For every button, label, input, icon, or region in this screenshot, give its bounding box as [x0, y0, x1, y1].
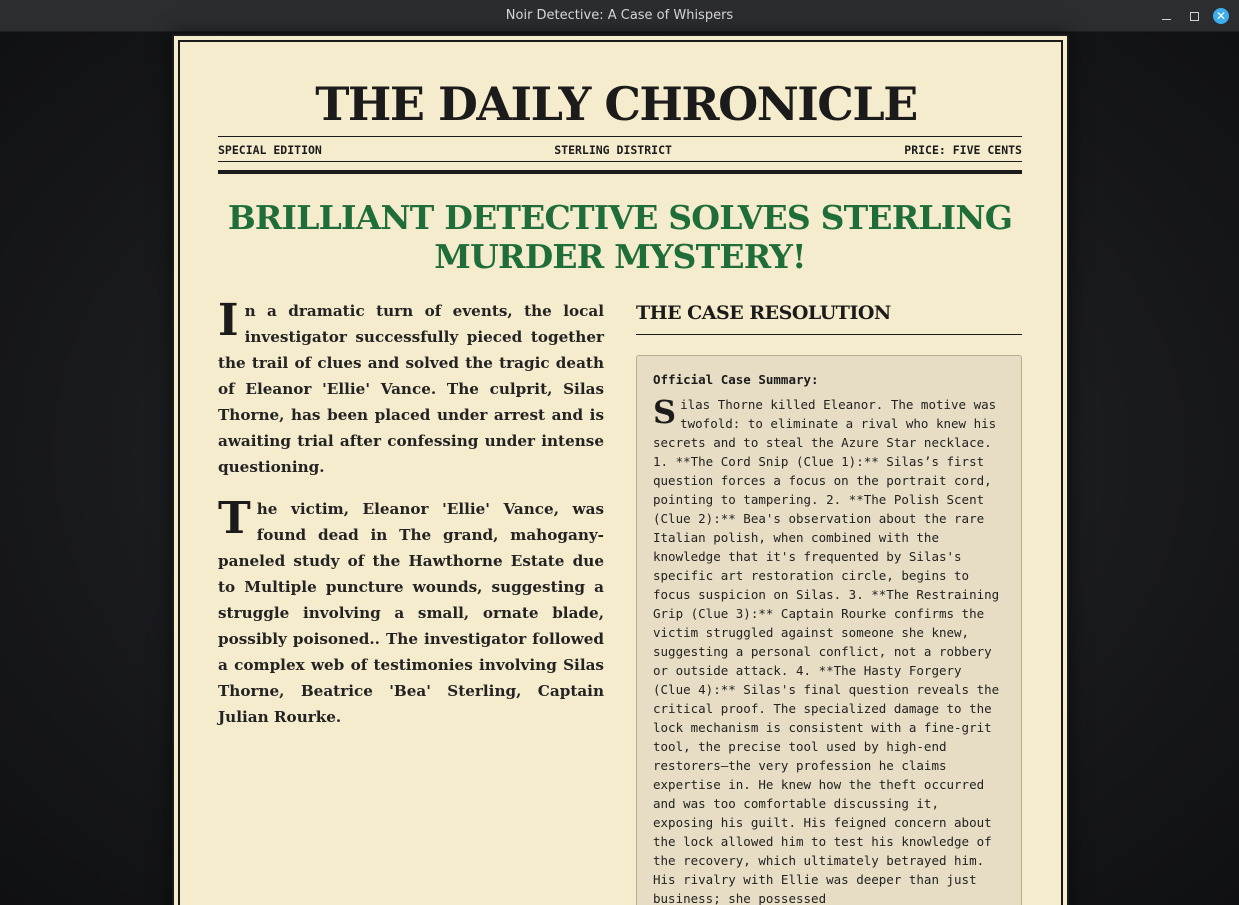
case-resolution-title: THE CASE RESOLUTION	[636, 298, 1022, 335]
article-paragraph-2	[218, 493, 604, 730]
article-column	[218, 295, 604, 746]
minimize-icon	[1162, 19, 1171, 20]
price-label: PRICE: FIVE CENTS	[904, 143, 1022, 157]
summary-body: ilas Thorne killed Eleanor. The motive was twofold: to eliminate a rival who knew his secrets and to steal the Azure Star necklace. 1. **The Cord Snip (Clue 1):** Silas’s first question forces a focus on the portrait cord, pointing to tampering. 2. **The Polish Scent (Clue 2):** Bea's observation about the rare Italian polish, when combined with the knowledge that it's frequented by Silas's specific art restoration circle, begins to focus suspicion on Silas. 3. **The Restraining Grip (Clue 3):** Captain Rourke confirms the victim struggled against someone she knew, suggesting a personal conflict, not a robbery or outside attack. 4. **The Hasty Forgery (Clue 4):** Silas's final question reveals the critical proof. The specialized damage to the lock mechanism is consistent with a fine-grit tool, the precise tool used by high-end restorers—the very profession he claims expertise in. He knew how the theft occurred and was too comfortable discussing it, exposing his guilt. His feigned concern about the lock allowed him to test his knowledge of the recovery, which ultimately betrayed him. His rivalry with Ellie was deeper than just business; she possessed	[653, 397, 1000, 905]
dropcap: I	[218, 295, 239, 346]
headline: BRILLIANT DETECTIVE SOLVES STERLING MURDER MYSTERY!	[227, 198, 1013, 276]
window-titlebar[interactable]	[0, 0, 1239, 32]
maximize-icon	[1190, 12, 1199, 21]
minimize-button[interactable]	[1158, 8, 1174, 24]
summary-text	[653, 395, 1005, 905]
summary-dropcap: S	[653, 393, 677, 431]
district-label: STERLING DISTRICT	[554, 143, 672, 157]
edition-bar	[218, 140, 1022, 160]
summary-label: Official Case Summary:	[653, 372, 819, 387]
window-title: Noir Detective: A Case of Whispers	[505, 8, 734, 23]
close-icon: ✕	[1215, 9, 1227, 23]
newspaper-page[interactable]	[172, 34, 1069, 905]
case-summary-box[interactable]	[636, 355, 1022, 905]
edition-label: SPECIAL EDITION	[218, 143, 322, 157]
masthead-rule-thick	[218, 170, 1022, 174]
paragraph-text: n a dramatic turn of events, the local investigator successfully pieced together the trail of clues and solved the tragic death of Eleanor 'Ellie' Vance. The culprit, Silas Thorne, has been placed under arrest and is awaiting trial after confessing under intense questioning.	[218, 302, 604, 476]
masthead: THE DAILY CHRONICLE	[315, 77, 917, 131]
maximize-button[interactable]	[1186, 8, 1202, 24]
masthead-rule-top	[218, 136, 1022, 137]
dropcap: T	[218, 493, 251, 544]
masthead-rule-mid	[218, 161, 1022, 162]
close-button[interactable]	[1213, 8, 1229, 24]
resolution-column	[636, 298, 1022, 905]
paragraph-text: he victim, Eleanor 'Ellie' Vance, was found dead in The grand, mahogany-paneled study of the Hawthorne Estate due to Multiple puncture wounds, suggesting a struggle involving a small, ornate blade, possibly poisoned.. The investigator followed a complex web of testimonies involving Silas Thorne, Beatrice 'Bea' Sterling, Captain Julian Rourke.	[218, 500, 604, 726]
article-paragraph-1	[218, 295, 604, 480]
